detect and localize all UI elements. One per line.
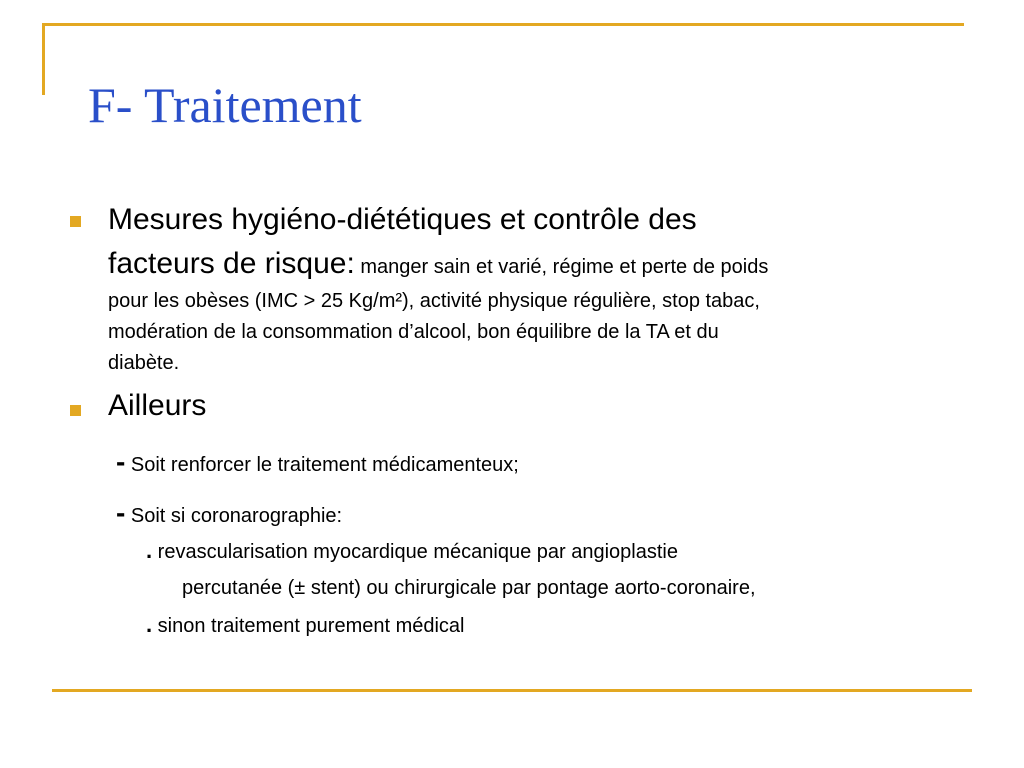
square-bullet-icon [70, 216, 81, 227]
bullet1-heading: facteurs de risque: [108, 247, 355, 280]
sub-sub-item-2 [146, 612, 465, 638]
dot-marker: . [146, 538, 153, 563]
sub-item-2-text: Soit si coronarographie: [125, 505, 343, 527]
dash-marker: - [116, 446, 126, 477]
sub-sub-item-2-text: sinon traitement purement médical [152, 615, 465, 637]
bullet1-line4: modération de la consommation d’alcool, bon équilibre de la TA et du [108, 321, 719, 343]
sub-item-1 [116, 445, 519, 479]
bullet1-line3: pour les obèses (IMC > 25 Kg/m²), activité physique régulière, stop tabac, [108, 290, 760, 312]
slide-title: F- Traitement [88, 77, 362, 133]
bullet2-label: Ailleurs [108, 389, 207, 422]
bullet1-line5: diabète. [108, 352, 180, 374]
bullet1-detail: manger sain et varié, régime et perte de poids [354, 256, 769, 278]
dash-marker: - [116, 497, 126, 528]
bullet-paragraph-1 [108, 198, 968, 379]
bullet1-line1: Mesures hygiéno-diététiques et contrôle des [108, 203, 697, 236]
top-border-line [42, 23, 964, 26]
square-bullet-icon [70, 405, 81, 416]
sub-sub-item-1-text: revascularisation myocardique mécanique par angioplastie [152, 541, 678, 563]
left-border-line [42, 23, 45, 95]
sub-item-1-text: Soit renforcer le traitement médicamenteux; [125, 454, 519, 476]
sub-item-2 [116, 496, 342, 530]
sub-sub-item-1 [146, 538, 678, 564]
bottom-border-line [52, 689, 972, 692]
bullet1-line2 [108, 242, 968, 286]
sub-sub-item-1-continuation: percutanée (± stent) ou chirurgicale par pontage aorto-coronaire, [182, 577, 756, 599]
dot-marker: . [146, 612, 153, 637]
